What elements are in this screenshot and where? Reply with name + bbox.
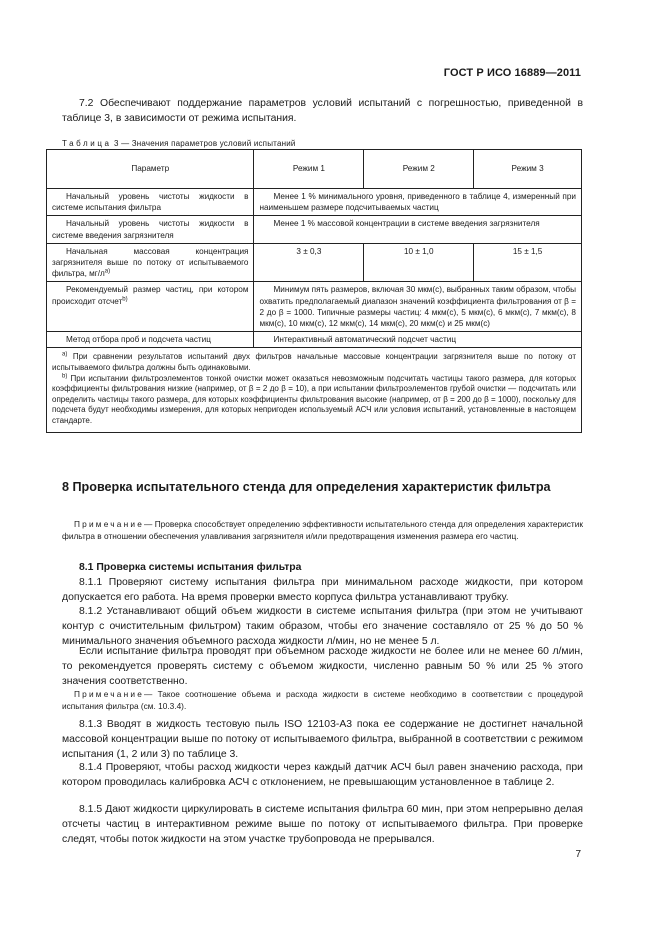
- header-mode-1: Режим 1: [254, 150, 364, 189]
- footnote-a-text: При сравнении результатов испытаний двух фильтров начальные массовые концентрации загрязнителя выше по потоку от испытываемого фильтра должны быть одинаковыми.: [52, 352, 576, 373]
- paragraph-8-1-4: [62, 761, 583, 791]
- row-mode-2-value: 10 ± 1,0: [364, 243, 474, 282]
- paragraph-8-1-2-cont-text: Если испытание фильтра проводят при объемном расходе жидкости не более или не менее 60 л/мин, то рекомендуется проверять систему с объемом жидкости, численно равным 50 % или 25 % этого значения соответственно.: [62, 646, 583, 687]
- footnote-b: [52, 374, 576, 427]
- paragraph-8-1-4-text: 8.1.4 Проверяют, чтобы расход жидкости через каждый датчик АСЧ был равен значению расхода, при котором проводилась калибровка АСЧ с отклонением, не превышающим установленное в таблице 2.: [62, 762, 583, 788]
- section-8-1-heading: [62, 562, 301, 573]
- table-row: [47, 332, 582, 348]
- paragraph-8-1-3-text: 8.1.3 Вводят в жидкость тестовую пыль ISO 12103-A3 пока ее содержание не достигнет начальной массовой концентрации выше по потоку от испытываемого фильтра, выбранной в соответствии с режимом испытания (1, 2 или 3) по таблице 3.: [62, 719, 583, 760]
- header-mode-2: Режим 2: [364, 150, 474, 189]
- row-parameter: Метод отбора проб и подсчета частиц: [47, 332, 254, 348]
- section-8-1-heading-text: 8.1 Проверка системы испытания фильтра: [79, 562, 302, 573]
- note-text: — Такое соотношение объема и расхода жидкости в системе необходимо в соответствии с процедурой испытания фильтра (см. 10.3.4).: [62, 689, 583, 711]
- row-value: Менее 1 % массовой концентрации в системе введения загрязнителя: [254, 216, 582, 243]
- footnote-a-ref: а): [104, 268, 111, 275]
- paragraph-8-1-5-text: 8.1.5 Дают жидкости циркулировать в системе испытания фильтра 60 мин, при этом непрерывно делая отсчеты частиц в интерактивном режиме выше по потоку от испытываемого фильтра. При проверке следят, чтобы поток жидкости на этом участке трубопровода не прерывался.: [62, 804, 583, 845]
- table-row: [47, 282, 582, 332]
- note-8-1-2: [62, 689, 583, 712]
- table-footnotes-row: [47, 348, 582, 432]
- table-footnotes: [47, 348, 582, 432]
- table-caption: [62, 139, 296, 148]
- note-word: Примечание: [74, 519, 145, 529]
- row-parameter: Начальный уровень чистоты жидкости в системе испытания фильтра: [47, 189, 254, 216]
- footnote-a: [52, 352, 576, 373]
- row-value: Минимум пять размеров, включая 30 мкм(с), выбранных таким образом, чтобы охватить предполагаемый диапазон значений коэффициента фильтрования от β = 2 до β = 1000. Типичные размеры частиц: 4 мкм(с), 5 мкм(с), 6 мкм(с), 7 мкм(с), 8 мкм(с), 10 мкм(с), 12 мкм(с), 14 мкм(с), 20 мкм(с) и 25 мкм(с): [254, 282, 582, 332]
- row-parameter-text: Начальная массовая концентрация загрязнителя выше по потоку от испытываемого фильтра, мг/л: [52, 246, 249, 279]
- row-value: Менее 1 % минимального уровня, приведенного в таблице 4, измеренный при наименьшем размере подсчитываемых частиц: [254, 189, 582, 216]
- conditions-table: [46, 149, 582, 433]
- paragraph-7-2: [62, 97, 583, 127]
- row-parameter-text: Рекомендуемый размер частиц, при котором происходит отсчет: [52, 285, 249, 306]
- page-number: 7: [575, 849, 581, 860]
- row-parameter: [47, 243, 254, 282]
- note-word: Примечание: [74, 689, 145, 699]
- table-row: [47, 243, 582, 282]
- header-mode-3: Режим 3: [474, 150, 582, 189]
- footnote-b-ref: b): [122, 295, 128, 302]
- footnote-b-mark: b): [62, 372, 68, 379]
- row-mode-3-value: 15 ± 1,5: [474, 243, 582, 282]
- paragraph-8-1-1: [62, 576, 583, 606]
- paragraph-8-1-3: [62, 718, 583, 762]
- note-text: — Проверка способствует определению эффективности испытательного стенда для определения характеристик фильтра в отношении обеспечения улавливания загрязнителя и/или предотвращения изменения размера его частиц.: [62, 519, 583, 541]
- document-code-header: ГОСТ Р ИСО 16889—2011: [443, 67, 581, 79]
- footnote-a-mark: а): [62, 351, 68, 358]
- row-parameter: [47, 282, 254, 332]
- row-value: Интерактивный автоматический подсчет частиц: [254, 332, 582, 348]
- section-8-heading: 8 Проверка испытательного стенда для определения характеристик фильтра: [62, 480, 551, 494]
- paragraph-8-1-5: [62, 803, 583, 847]
- paragraph-8-1-2-text: 8.1.2 Устанавливают общий объем жидкости в системе испытания фильтра (при этом не учитывают контур с очистительным фильтром) таким образом, чтобы его значение составляло от 25 % до 50 % минимального значения объемного расхода жидкости л/мин, но не менее 5 л.: [62, 606, 583, 647]
- header-parameter: Параметр: [47, 150, 254, 189]
- table-caption-word: Таблица: [62, 139, 112, 148]
- table-row: [47, 216, 582, 243]
- row-mode-1-value: 3 ± 0,3: [254, 243, 364, 282]
- paragraph-8-1-2: [62, 605, 583, 649]
- note-section-8: [62, 519, 583, 542]
- footnote-b-text: При испытании фильтроэлементов тонкой очистки может оказаться невозможным подсчитать частицы такого размера, для которых коэффициенты фильтрования низкие (например, от β = 2 до β = 10), а при испытании фильтроэлементов грубой очистки — подсчитать или определить частицы такого размера, для которых коэффициенты фильтрования высокие (например, от β = 200 до β = 1000), поскольку для подсчета будут необходимы измерения, для которых непригоден используемый АСЧ или условия испытаний, установленные в настоящем стандарте.: [52, 373, 576, 425]
- paragraph-7-2-text: 7.2 Обеспечивают поддержание параметров условий испытаний с погрешностью, приведенной в таблице 3, в зависимости от режима испытания.: [62, 98, 583, 124]
- table-header-row: [47, 150, 582, 189]
- table-caption-title: 3 — Значения параметров условий испытаний: [114, 139, 296, 148]
- paragraph-8-1-2-cont: [62, 645, 583, 689]
- row-parameter: Начальный уровень чистоты жидкости в системе введения загрязнителя: [47, 216, 254, 243]
- paragraph-8-1-1-text: 8.1.1 Проверяют систему испытания фильтра при минимальном расходе жидкости, при котором допускается его работа. На время проверки вместо корпуса фильтра устанавливают трубку.: [62, 577, 583, 603]
- table-row: [47, 189, 582, 216]
